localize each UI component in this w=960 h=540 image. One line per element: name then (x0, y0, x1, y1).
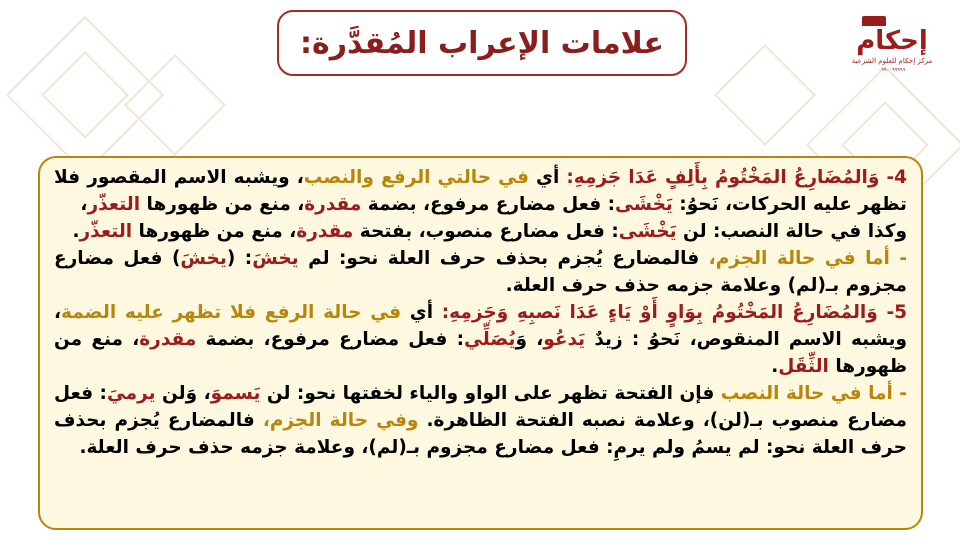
body-text: فالمضارع يُجزم بحذف حرف العلة نحو: لم (298, 248, 700, 269)
highlight-text: - أما في حالة الجزم، (699, 248, 908, 269)
highlight-text: يَدعُو (543, 329, 586, 350)
highlight-text: يرميَ (106, 383, 156, 404)
body-text: وكذا في حالة النصب: لن (676, 221, 907, 242)
body-text: أي (401, 302, 434, 323)
body-text: ، وَلن (155, 383, 211, 404)
highlight-text: 5- وَالمُضَارِعُ المَخْتُومُ بِوَاوٍ أَوْ يَاءٍ عَدَا نَصبِهِ وَجَزمِهِ: (433, 302, 907, 323)
page-title: علامات الإعراب المُقدَّرة: (300, 25, 664, 61)
highlight-text: التعذّر (87, 194, 141, 215)
logo-mark (850, 26, 934, 56)
body-text: فإن الفتحة تظهر على الواو والياء لخفتها نحو: لن (260, 383, 715, 404)
body-text: ، ويشبه الاسم المقصور فلا تظهر عليه الحركات، نَحوُ: (54, 167, 907, 215)
body-text: أي (528, 167, 560, 188)
highlight-text: في حالة الرفع فلا تظهر عليه الضمة (61, 302, 402, 323)
paragraph (54, 218, 907, 245)
highlight-text: 4- وَالمُضَارِعُ المَخْتُومُ بِأَلِفٍ عَدَا جَزمِهِ: (559, 167, 907, 188)
highlight-text: يَسموَ (210, 383, 261, 404)
body-text: ، منع من ظهورها (132, 221, 297, 242)
body-text: : فعل مضارع مرفوع، بضمة (196, 329, 464, 350)
body-text: ، (80, 194, 88, 215)
body-text: : فعل مضارع منصوب، بفتحة (353, 221, 619, 242)
content-box (38, 156, 923, 530)
body-text: : فعل مضارع مرفوع، بضمة (361, 194, 616, 215)
logo-number: ٠٩٩٠٠٩٩٩٩٩ (878, 67, 906, 73)
body-text: ، ويشبه الاسم المنقوص، نَحوُ : زيدٌ (54, 302, 908, 350)
highlight-text: يخشَ (180, 248, 227, 269)
highlight-text: يَخْشَى (618, 221, 677, 242)
title-box (277, 10, 687, 76)
body-text: ) فعل مضارع مجزوم بـ(لم) وعلامة جزمه حذف حرف العلة. (54, 248, 907, 296)
highlight-text: مقدرة (304, 194, 362, 215)
body-text: . (771, 356, 779, 377)
body-text: ، منع من ظهورها (140, 194, 305, 215)
body-text: : ( (226, 248, 253, 269)
highlight-text: وفي حالة الجزم، (254, 410, 419, 431)
paragraph (54, 380, 907, 461)
highlight-text: يخشَ (252, 248, 299, 269)
highlight-text: الثِّقَل (778, 356, 829, 377)
highlight-text: مقدرة (296, 221, 354, 242)
body-text: فالمضارع يُجزم بحذف حرف العلة نحو: لم يسمُ ولم يرمِ: فعل مضارع مجزوم بـ(لم)، وعلامة جزمه حذف حرف العلة. (54, 410, 907, 458)
highlight-text: التعذّر (79, 221, 133, 242)
logo-subtitle: مركز إحكام للعلوم الشرعية (851, 57, 933, 65)
body-text: ، وَ (515, 329, 544, 350)
highlight-text: - أما في حالة النصب (714, 383, 907, 404)
highlight-text: مقدرة (139, 329, 197, 350)
logo-cap-icon (862, 16, 886, 26)
content-paragraphs (54, 164, 907, 461)
body-text: ، منع من ظهورها (54, 329, 907, 377)
highlight-text: في حالتي الرفع والنصب (303, 167, 529, 188)
logo-text: إحكام (856, 26, 928, 56)
body-text: : فعل مضارع منصوب بـ(لن)، وعلامة نصبه الفتحة الظاهرة. (54, 383, 907, 431)
paragraph (54, 245, 907, 299)
paragraph (54, 164, 907, 218)
paragraph (54, 299, 907, 380)
highlight-text: يُصَلِّي (464, 329, 516, 350)
highlight-text: يَخْشَى (615, 194, 673, 215)
logo (850, 26, 934, 92)
body-text: . (72, 221, 80, 242)
